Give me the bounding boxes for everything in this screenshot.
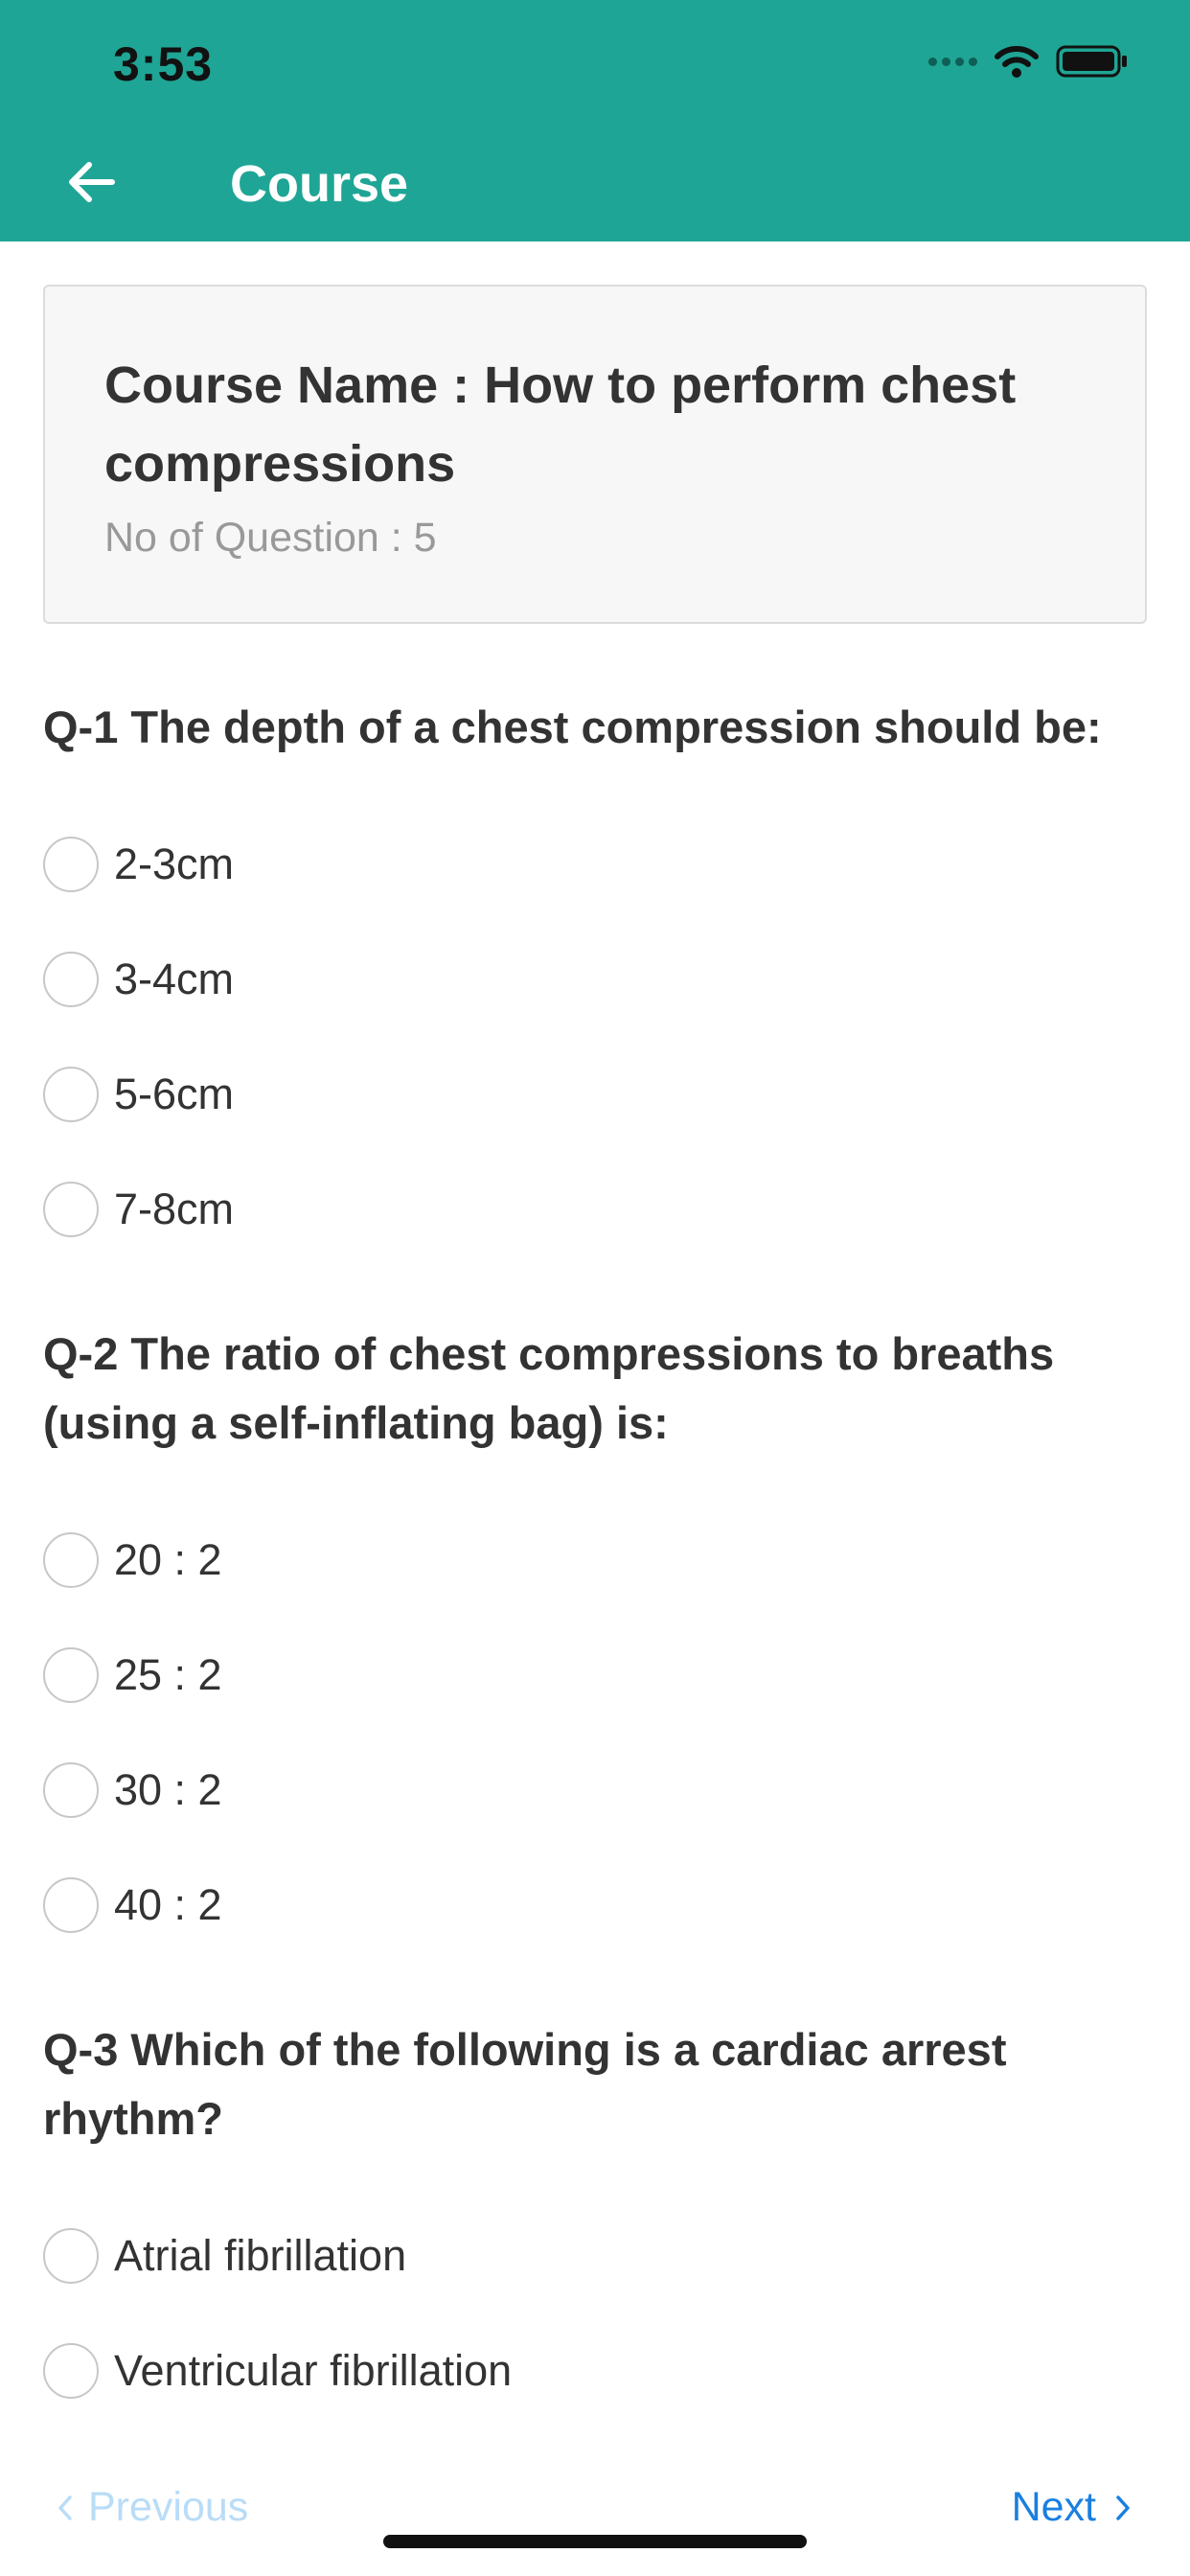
home-indicator	[383, 2535, 807, 2548]
radio-button[interactable]	[43, 1532, 99, 1588]
app-header	[0, 0, 1190, 242]
chevron-right-icon	[1115, 2495, 1131, 2521]
option-radio[interactable]	[43, 1876, 222, 1934]
question-count: No of Question : 5	[104, 515, 437, 561]
option-radio[interactable]	[43, 1531, 222, 1589]
radio-button[interactable]	[43, 837, 99, 892]
question-text: Q-1 The depth of a chest compression should be:	[43, 702, 1102, 752]
option-label: 5-6cm	[114, 1070, 235, 1118]
question-text: Q-2 The ratio of chest compressions to breaths (using a self-inflating bag) is:	[43, 1328, 1055, 1448]
back-button[interactable]	[57, 153, 125, 211]
option-radio[interactable]	[43, 1181, 234, 1238]
radio-button[interactable]	[43, 952, 99, 1007]
course-info-card	[43, 285, 1147, 624]
option-label: 7-8cm	[114, 1184, 235, 1233]
option-radio[interactable]	[43, 1066, 234, 1123]
radio-button[interactable]	[43, 1762, 99, 1818]
option-radio[interactable]	[43, 1761, 222, 1819]
option-label: 40 : 2	[114, 1880, 222, 1929]
option-label: Ventricular fibrillation	[114, 2346, 513, 2395]
option-label: 3-4cm	[114, 954, 235, 1003]
option-label: 2-3cm	[114, 840, 235, 888]
option-radio[interactable]	[43, 951, 234, 1008]
option-label: Atrial fibrillation	[114, 2231, 407, 2280]
previous-label: Previous	[88, 2484, 249, 2530]
signal-icon	[928, 58, 977, 66]
question-text: Q-3 Which of the following is a cardiac arrest rhythm?	[43, 2024, 1007, 2144]
option-radio[interactable]	[43, 1646, 222, 1704]
radio-button[interactable]	[43, 2228, 99, 2284]
previous-button[interactable]	[57, 2484, 248, 2531]
wifi-icon	[995, 44, 1039, 79]
next-button[interactable]	[1012, 2484, 1131, 2531]
page-title: Course	[230, 155, 409, 213]
radio-button[interactable]	[43, 1877, 99, 1933]
option-radio[interactable]	[43, 2227, 406, 2285]
radio-button[interactable]	[43, 1182, 99, 1237]
radio-button[interactable]	[43, 2343, 99, 2399]
arrow-left-icon	[64, 159, 118, 205]
radio-button[interactable]	[43, 1647, 99, 1703]
option-radio[interactable]	[43, 836, 234, 893]
radio-button[interactable]	[43, 1067, 99, 1122]
chevron-left-icon	[57, 2495, 73, 2521]
course-name: Course Name : How to perform chest compressions	[104, 356, 1017, 493]
next-label: Next	[1011, 2484, 1096, 2530]
option-label: 20 : 2	[114, 1535, 222, 1584]
option-radio[interactable]	[43, 2342, 512, 2400]
option-label: 30 : 2	[114, 1765, 222, 1814]
status-time: 3:53	[113, 37, 214, 91]
status-icons	[928, 42, 1129, 80]
option-label: 25 : 2	[114, 1650, 222, 1699]
battery-icon	[1056, 44, 1129, 79]
